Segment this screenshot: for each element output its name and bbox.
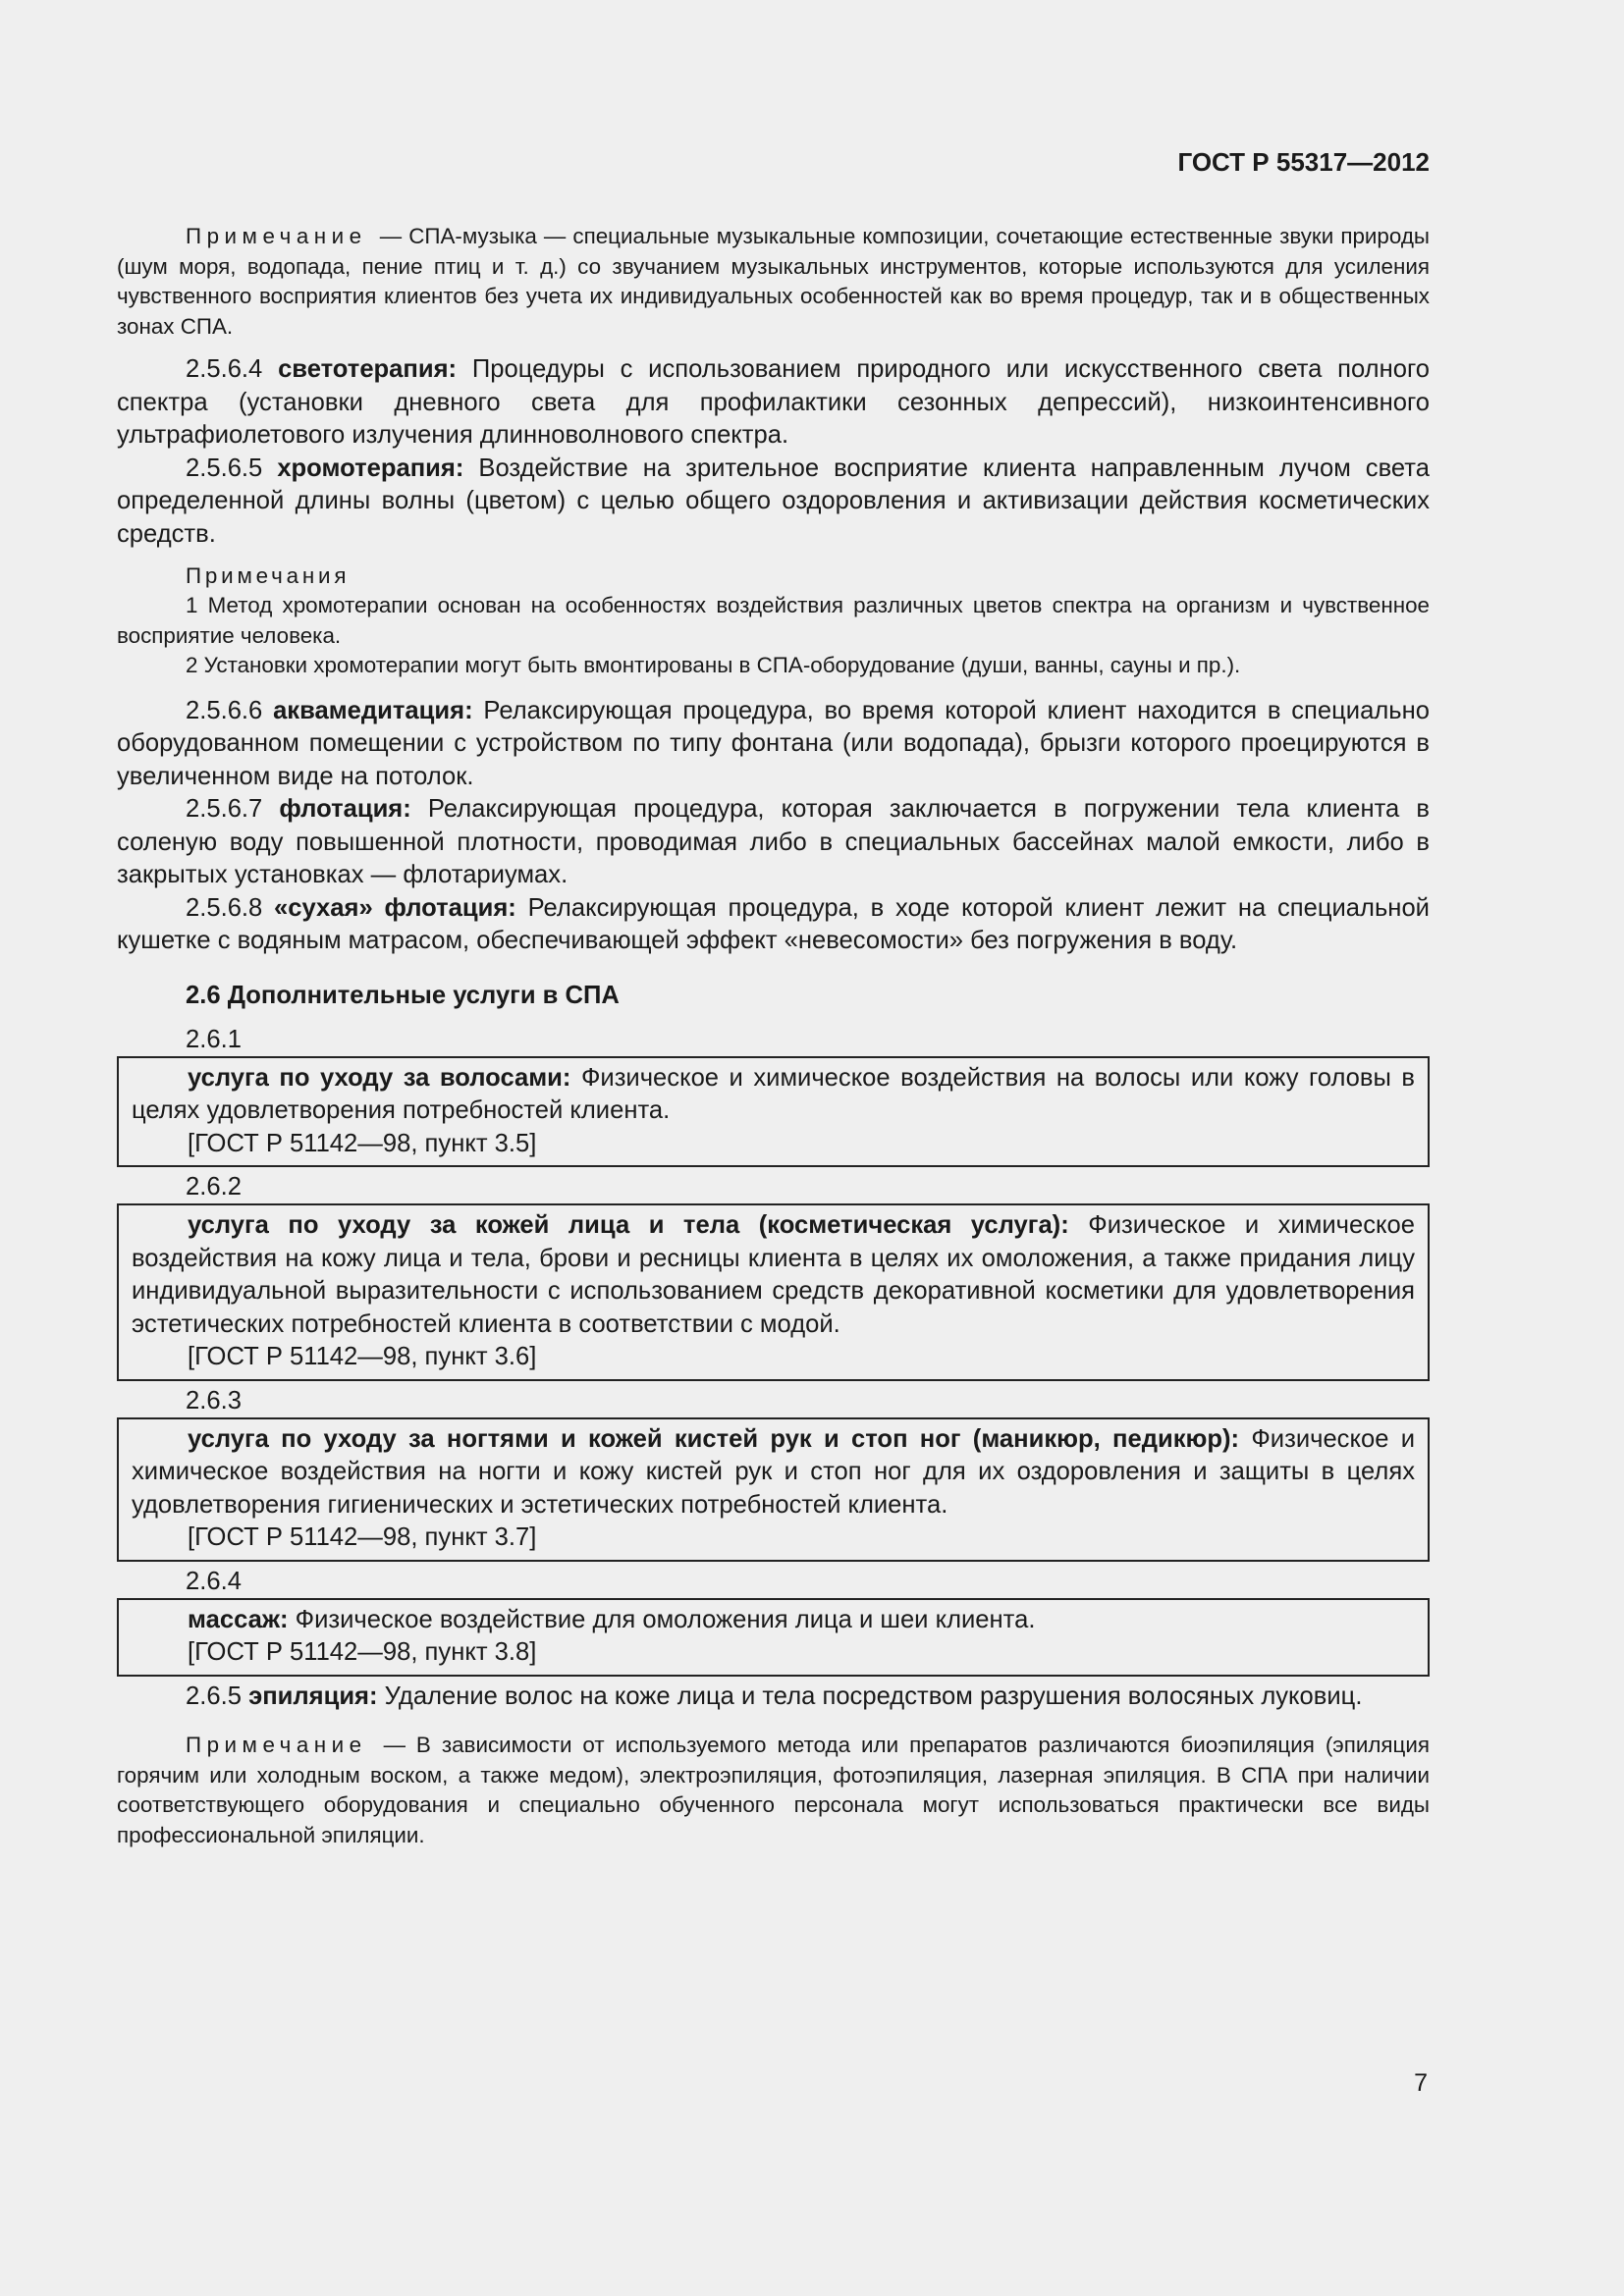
clause-term: «сухая» флотация: [274, 893, 516, 922]
term-text: Физическое и химическое воздействия на ногти и кожу кистей рук и стоп ног для их оздоровления и защиты в целях удовлетворения гигиенических и эстетических потребностей клиента. [132, 1424, 1415, 1519]
notes-chromotherapy [117, 561, 1430, 681]
clause-term: аквамедитация: [273, 696, 473, 724]
term-reference: [ГОСТ Р 51142—98, пункт 3.7] [188, 1523, 537, 1551]
term-box-264 [117, 1598, 1430, 1677]
clause-term: хромотерапия: [277, 454, 464, 482]
note-text: — СПА-музыка — специальные музыкальные композиции, сочетающие естественные звуки природы (шум моря, водопада, пение птиц и т. д.) со звучанием музыкальных инструментов, которые используются для усиления чувственного восприятия клиентов без учета их индивидуальных особенностей как во время процедур, так и в общественных зонах СПА. [117, 224, 1430, 339]
clause-number: 2.6.5 [186, 1682, 242, 1710]
note-text: — В зависимости от используемого метода или препаратов различаются биоэпиляция (эпиляция горячим или холодным воском, а также медом), электроэпиляция, фотоэпиляция, лазерная эпиляция. В СПА при наличии соответствующего оборудования и специально обученного персонала могут использоваться практически все виды профессиональной эпиляции. [117, 1733, 1430, 1847]
document-header: ГОСТ Р 55317—2012 [1177, 147, 1430, 177]
page-number: 7 [1414, 2069, 1428, 2097]
clause-text: Воздействие на зрительное восприятие клиента направленным лучом света определенной длины волны (цветом) с целью общего оздоровления и активизации действия косметических средств. [117, 454, 1430, 548]
term-box-263 [117, 1417, 1430, 1562]
page-content [117, 222, 1430, 1862]
clause-number: 2.5.6.4 [186, 355, 263, 383]
term-text: Физическое воздействие для омоложения лица и шеи клиента. [295, 1605, 1036, 1633]
clause-number: 2.5.6.5 [186, 454, 263, 482]
term-name: массаж: [188, 1605, 289, 1633]
clause-text: Релаксирующая процедура, во время которой клиент находится в специально оборудованном помещении с устройством по типу фонтана (или водопада), брызги которого проецируются в увеличенном виде на потолок. [117, 696, 1430, 790]
note-spa-music [117, 222, 1430, 342]
term-reference: [ГОСТ Р 51142—98, пункт 3.8] [188, 1638, 537, 1666]
term-definition [132, 1423, 1415, 1522]
term-reference: [ГОСТ Р 51142—98, пункт 3.6] [188, 1343, 537, 1370]
clause-text: Релаксирующая процедура, в ходе которой клиент лежит на специальной кушетке с водяным матрасом, обеспечивающей эффект «невесомости» без погружения в воду. [117, 893, 1430, 954]
term-number: 2.6.2 [186, 1173, 242, 1201]
term-reference: [ГОСТ Р 51142—98, пункт 3.5] [188, 1129, 537, 1157]
term-number: 2.6.1 [186, 1025, 242, 1053]
term-name: услуга по уходу за кожей лица и тела (косметическая услуга): [188, 1211, 1069, 1239]
term-number: 2.6.4 [186, 1567, 242, 1595]
clause-2565 [117, 453, 1430, 552]
note-label: Примечание [186, 224, 367, 248]
term-name: услуга по уходу за ногтями и кожей кистей рук и стоп ног (маникюр, педикюр): [188, 1424, 1240, 1453]
notes-label: Примечания [186, 563, 351, 588]
note-item-1: 1 Метод хромотерапии основан на особенностях воздействия различных цветов спектра на организм и чувственное восприятие человека. [117, 593, 1430, 648]
clause-2568 [117, 892, 1430, 958]
clause-text: Удаление волос на коже лица и тела посредством разрушения волосяных луковиц. [384, 1682, 1363, 1710]
term-definition [132, 1209, 1415, 1341]
clause-number: 2.5.6.6 [186, 696, 263, 724]
term-box-262 [117, 1203, 1430, 1381]
clause-number: 2.5.6.8 [186, 893, 263, 922]
clause-text: Релаксирующая процедура, которая заключается в погружении тела клиента в соленую воду повышенной плотности, проводимая либо в специальных бассейнах малой емкости, либо в закрытых установках — флотариумах. [117, 795, 1430, 888]
term-text: Физическое и химическое воздействия на кожу лица и тела, брови и ресницы клиента в целях их омоложения, а также придания лицу индивидуальной выразительности с использованием средств декоративной косметики для удовлетворения эстетических потребностей клиента в соответствии с модой. [132, 1211, 1415, 1338]
term-text: Физическое и химическое воздействия на волосы или кожу головы в целях удовлетворения потребностей клиента. [132, 1063, 1415, 1124]
clause-text: Процедуры с использованием природного или искусственного света полного спектра (установки дневного света для профилактики сезонных депрессий), низкоинтенсивного ультрафиолетового излучения длинноволнового спектра. [117, 355, 1430, 449]
section-heading: 2.6 Дополнительные услуги в СПА [186, 981, 620, 1009]
clause-2567 [117, 793, 1430, 892]
term-name: услуга по уходу за волосами: [188, 1063, 571, 1092]
term-number: 2.6.3 [186, 1386, 242, 1415]
clause-term: эпиляция: [248, 1682, 378, 1710]
clause-2564 [117, 353, 1430, 453]
note-epilation [117, 1731, 1430, 1850]
clause-term: флотация: [279, 795, 411, 823]
term-box-261 [117, 1056, 1430, 1168]
note-item-2: 2 Установки хромотерапии могут быть вмонтированы в СПА-оборудование (души, ванны, сауны и пр.). [186, 653, 1241, 677]
term-definition [132, 1604, 1415, 1637]
clause-term: светотерапия: [278, 355, 458, 383]
clause-2566 [117, 695, 1430, 794]
term-definition [132, 1062, 1415, 1128]
clause-265 [117, 1681, 1430, 1714]
note-label: Примечание [186, 1733, 367, 1757]
clause-number: 2.5.6.7 [186, 795, 263, 823]
